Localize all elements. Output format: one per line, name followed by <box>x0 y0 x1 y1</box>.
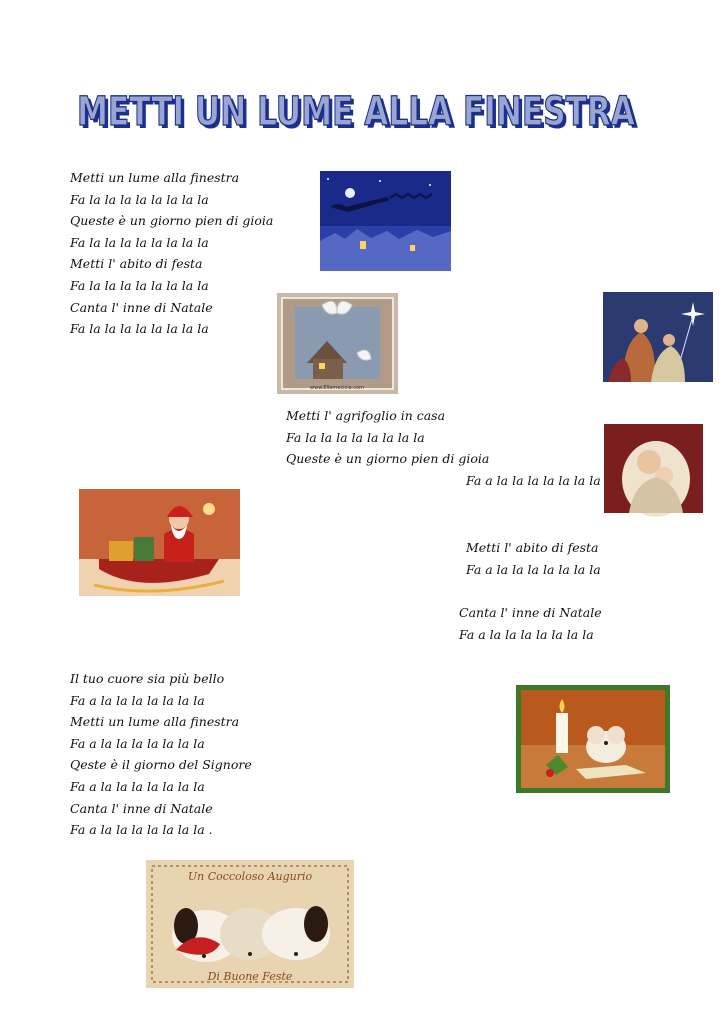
stanza-1 <box>70 167 273 340</box>
lyric-line: Fa la la la la la la la la <box>70 277 209 293</box>
lyric-line: Fa la la la la la la la la <box>70 234 209 250</box>
stanza-2 <box>286 405 489 470</box>
page-title-text: METTI UN LUME ALLA FINESTRA <box>77 89 636 135</box>
lyric-line: Metti l' agrifoglio in casa <box>286 408 446 423</box>
puppies-greeting-image <box>146 860 354 988</box>
lyric-line: Fa a la la la la la la la . <box>70 822 213 838</box>
lyric-line: Fa la la la la la la la la <box>286 429 425 445</box>
lyric-line: Canta l' inne di Natale <box>459 605 602 620</box>
lyric-line: Queste è un giorno pien di gioia <box>286 451 490 467</box>
santa-sleigh-night-image <box>320 171 451 269</box>
lyric-line: Queste è un giorno pien di gioia <box>70 213 274 229</box>
lyric-line: Fa a la la la la la la la <box>70 692 205 708</box>
lyric-line: Il tuo cuore sia più bello <box>70 671 225 686</box>
lyric-line: Metti un lume alla finestra <box>70 170 240 185</box>
card-watermark: www.Ellemecicia.com <box>310 385 364 391</box>
stanza-4 <box>70 668 252 841</box>
lyric-line: Canta l' inne di Natale <box>70 299 213 315</box>
page-title-shadow: METTI UN LUME ALLA FINESTRA <box>80 92 639 138</box>
stanza-3b <box>459 602 602 645</box>
lyric-line: Fa la la la la la la la la <box>70 191 209 207</box>
lyric-line: Qeste è il giorno del Signore <box>70 757 252 773</box>
santa-sleigh-image <box>79 489 240 596</box>
lyric-line: Fa a la la la la la la la <box>466 561 601 577</box>
madonna-child-image <box>604 424 703 513</box>
puppies-top-text: Un Coccoloso Augurio <box>187 870 313 883</box>
lyric-line: Fa a la la la la la la la <box>459 626 594 642</box>
lyric-line: Fa a la la la la la la la <box>70 735 205 751</box>
lyric-line: Fa la la la la la la la la <box>70 321 209 337</box>
nativity-image <box>603 292 713 382</box>
page-title <box>66 84 646 138</box>
lyric-line: Metti l' abito di festa <box>466 540 599 555</box>
stanza-2-refrain: Fa a la la la la la la la <box>466 473 601 488</box>
lyric-line: Fa a la la la la la la la <box>70 778 205 794</box>
mouse-candle-image <box>516 685 670 793</box>
lyric-line: Metti un lume alla finestra <box>70 714 240 730</box>
lyric-line: Metti l' abito di festa <box>70 256 203 272</box>
christmas-card-bow-image <box>277 293 398 394</box>
puppies-bottom-text: Di Buone Feste <box>207 970 293 983</box>
lyric-line: Canta l' inne di Natale <box>70 800 213 816</box>
stanza-3a <box>466 537 601 580</box>
